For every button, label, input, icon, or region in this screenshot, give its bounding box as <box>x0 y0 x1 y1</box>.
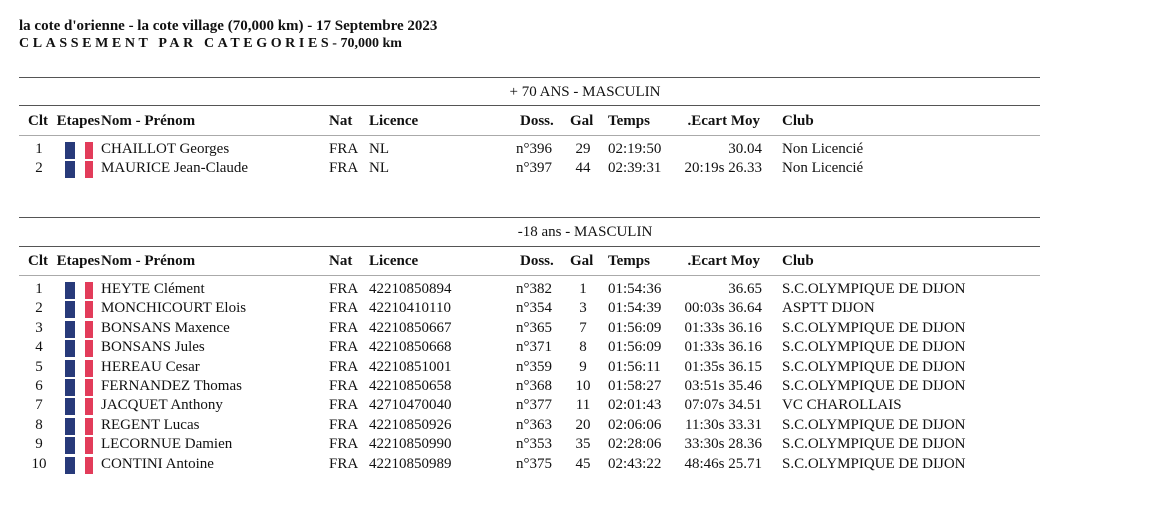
col-club: Club <box>782 113 814 129</box>
gal-cell: 1 <box>579 281 587 297</box>
club-cell: S.C.OLYMPIQUE DE DIJON <box>782 281 966 297</box>
club-cell: ASPTT DIJON <box>782 300 875 317</box>
licence-cell: NL <box>369 160 389 177</box>
gap-speed-cell: 30.04 <box>728 141 762 157</box>
divider <box>19 217 1040 218</box>
dossard-cell: n°363 <box>516 416 552 433</box>
stage-flag-icon <box>65 321 93 338</box>
table-row <box>0 436 1040 455</box>
licence-cell: 42210850990 <box>369 436 452 453</box>
time-cell: 01:56:09 <box>608 319 662 336</box>
col-licence: Licence <box>369 113 419 129</box>
col-nom: Nom - Prénom <box>101 113 196 129</box>
category-title: -18 ans - MASCULIN <box>517 224 653 240</box>
nat-cell: FRA <box>329 416 359 433</box>
dossard-cell: n°397 <box>516 160 552 177</box>
club-cell: S.C.OLYMPIQUE DE DIJON <box>782 358 966 375</box>
gal-cell: 11 <box>575 397 591 414</box>
table-row <box>0 378 1040 397</box>
club-cell: Non Licencié <box>782 141 864 157</box>
column-header-row <box>0 253 1040 272</box>
stage-flag-icon <box>65 161 93 178</box>
col-licence: Licence <box>369 253 419 269</box>
col-gal: Gal <box>570 113 594 129</box>
name-cell: HEYTE Clément <box>101 281 205 297</box>
club-cell: VC CHAROLLAIS <box>782 397 902 414</box>
gal-cell: 9 <box>579 358 587 375</box>
dossard-cell: n°365 <box>516 319 552 336</box>
document-subtitle <box>19 36 402 52</box>
club-cell: S.C.OLYMPIQUE DE DIJON <box>782 455 966 472</box>
gap-speed-cell: 00:03s 36.64 <box>684 300 762 317</box>
nat-cell: FRA <box>329 397 359 414</box>
table-row <box>0 359 1040 378</box>
dossard-cell: n°368 <box>516 378 552 394</box>
gap-speed-cell: 36.65 <box>728 281 762 297</box>
gap-speed-cell: 07:07s 34.51 <box>684 397 762 414</box>
name-cell: MAURICE Jean-Claude <box>101 160 249 177</box>
divider <box>19 246 1040 247</box>
col-club: Club <box>782 253 814 269</box>
licence-cell: 42210410110 <box>369 300 451 317</box>
nat-cell: FRA <box>329 300 359 317</box>
stage-flag-icon <box>65 301 93 318</box>
col-etapes: Etapes <box>56 113 100 129</box>
time-cell: 02:01:43 <box>608 397 662 414</box>
col-moy: Ecart Moy. <box>687 253 760 269</box>
stage-flag-icon <box>65 379 93 396</box>
nat-cell: FRA <box>329 319 359 336</box>
rank-cell: 5 <box>35 358 43 375</box>
rank-cell: 4 <box>35 339 43 356</box>
gal-cell: 7 <box>579 319 587 336</box>
table-row <box>0 141 1040 160</box>
name-cell: LECORNUE Damien <box>101 436 233 453</box>
club-cell: S.C.OLYMPIQUE DE DIJON <box>782 416 966 433</box>
time-cell: 02:28:06 <box>608 436 662 453</box>
nat-cell: FRA <box>329 339 359 356</box>
divider <box>19 105 1040 106</box>
rank-cell: 1 <box>35 141 43 157</box>
time-cell: 02:19:50 <box>608 141 662 157</box>
name-cell: JACQUET Anthony <box>101 397 223 414</box>
dossard-cell: n°377 <box>516 397 552 414</box>
col-nat: Nat <box>329 253 353 269</box>
name-cell: BONSANS Jules <box>101 339 205 356</box>
club-cell: Non Licencié <box>782 160 864 177</box>
stage-flag-icon <box>65 418 93 435</box>
table-row <box>0 320 1040 339</box>
name-cell: MONCHICOURT Elois <box>101 300 247 317</box>
table-row <box>0 339 1040 358</box>
gap-speed-cell: 48:46s 25.71 <box>684 455 762 472</box>
divider <box>19 135 1040 136</box>
dossard-cell: n°371 <box>516 339 552 356</box>
rank-cell: 10 <box>31 455 47 472</box>
table-row <box>0 300 1040 319</box>
gal-cell: 8 <box>579 339 587 356</box>
name-cell: FERNANDEZ Thomas <box>101 378 242 394</box>
col-nom: Nom - Prénom <box>101 253 196 269</box>
gal-cell: 44 <box>575 160 591 177</box>
col-moy: Ecart Moy. <box>687 113 760 129</box>
licence-cell: 42210850668 <box>369 339 452 356</box>
column-header-row <box>0 113 1040 132</box>
rank-cell: 7 <box>35 397 43 414</box>
table-row <box>0 456 1040 475</box>
gal-cell: 3 <box>579 300 587 317</box>
licence-cell: 42710470040 <box>369 397 452 414</box>
category-title: + 70 ANS - MASCULIN <box>509 84 661 100</box>
table-row <box>0 160 1040 179</box>
nat-cell: FRA <box>329 358 359 375</box>
name-cell: REGENT Lucas <box>101 416 200 433</box>
gal-cell: 20 <box>575 416 591 433</box>
gal-cell: 45 <box>575 455 591 472</box>
time-cell: 01:58:27 <box>608 378 662 394</box>
club-cell: S.C.OLYMPIQUE DE DIJON <box>782 319 966 336</box>
dossard-cell: n°359 <box>516 358 552 375</box>
gap-speed-cell: 01:33s 36.16 <box>684 339 762 356</box>
club-cell: S.C.OLYMPIQUE DE DIJON <box>782 436 966 453</box>
stage-flag-icon <box>65 282 93 299</box>
stage-flag-icon <box>65 142 93 159</box>
col-doss: Doss. <box>520 253 554 269</box>
stage-flag-icon <box>65 457 93 474</box>
stage-flag-icon <box>65 398 93 415</box>
rank-cell: 2 <box>35 160 43 177</box>
nat-cell: FRA <box>329 141 359 157</box>
gap-speed-cell: 33:30s 28.36 <box>684 436 762 453</box>
time-cell: 02:43:22 <box>608 455 662 472</box>
dossard-cell: n°353 <box>516 436 552 453</box>
col-clt: Clt <box>28 253 48 269</box>
dossard-cell: n°375 <box>516 455 552 472</box>
col-clt: Clt <box>28 113 48 129</box>
rank-cell: 1 <box>35 281 43 297</box>
dossard-cell: n°354 <box>516 300 552 317</box>
gap-speed-cell: 01:33s 36.16 <box>684 319 762 336</box>
gal-cell: 29 <box>575 141 591 157</box>
gap-speed-cell: 20:19s 26.33 <box>684 160 762 177</box>
gap-speed-cell: 11:30s 33.31 <box>685 416 762 433</box>
time-cell: 01:56:09 <box>608 339 662 356</box>
licence-cell: 42210850926 <box>369 416 452 433</box>
divider <box>19 77 1040 78</box>
col-temps: Temps <box>608 253 650 269</box>
licence-cell: 42210850658 <box>369 378 452 394</box>
col-gal: Gal <box>570 253 594 269</box>
time-cell: 02:39:31 <box>608 160 662 177</box>
nat-cell: FRA <box>329 281 359 297</box>
gal-cell: 10 <box>575 378 591 394</box>
nat-cell: FRA <box>329 455 359 472</box>
rank-cell: 3 <box>35 319 43 336</box>
rank-cell: 8 <box>35 416 43 433</box>
rank-cell: 2 <box>35 300 43 317</box>
subtitle-suffix: - 70,000 km <box>332 36 402 51</box>
col-temps: Temps <box>608 113 650 129</box>
nat-cell: FRA <box>329 160 359 177</box>
licence-cell: 42210850894 <box>369 281 452 297</box>
col-doss: Doss. <box>520 113 554 129</box>
time-cell: 01:54:36 <box>608 281 662 297</box>
licence-cell: 42210850989 <box>369 455 452 472</box>
dossard-cell: n°382 <box>516 281 552 297</box>
table-row <box>0 417 1040 436</box>
col-nat: Nat <box>329 113 353 129</box>
divider <box>19 275 1040 276</box>
stage-flag-icon <box>65 360 93 377</box>
table-row <box>0 397 1040 416</box>
licence-cell: 42210850667 <box>369 319 452 336</box>
dossard-cell: n°396 <box>516 141 552 157</box>
gap-speed-cell: 01:35s 36.15 <box>684 358 762 375</box>
time-cell: 02:06:06 <box>608 416 662 433</box>
document-title: la cote d'orienne - la cote village (70,000 km) - 17 Septembre 2023 <box>19 18 438 34</box>
club-cell: S.C.OLYMPIQUE DE DIJON <box>782 339 966 356</box>
name-cell: BONSANS Maxence <box>101 319 230 336</box>
time-cell: 01:56:11 <box>608 358 661 375</box>
licence-cell: 42210851001 <box>369 358 452 375</box>
licence-cell: NL <box>369 141 389 157</box>
nat-cell: FRA <box>329 378 359 394</box>
stage-flag-icon <box>65 340 93 357</box>
name-cell: CHAILLOT Georges <box>101 141 230 157</box>
nat-cell: FRA <box>329 436 359 453</box>
stage-flag-icon <box>65 437 93 454</box>
rank-cell: 9 <box>35 436 43 453</box>
rank-cell: 6 <box>35 378 43 394</box>
table-row <box>0 281 1040 300</box>
name-cell: CONTINI Antoine <box>101 455 214 472</box>
subtitle-spaced: CLASSEMENT PAR CATEGORIES <box>19 36 333 51</box>
time-cell: 01:54:39 <box>608 300 662 317</box>
gal-cell: 35 <box>575 436 591 453</box>
col-etapes: Etapes <box>56 253 100 269</box>
club-cell: S.C.OLYMPIQUE DE DIJON <box>782 378 966 394</box>
gap-speed-cell: 03:51s 35.46 <box>684 378 762 394</box>
name-cell: HEREAU Cesar <box>101 358 200 375</box>
